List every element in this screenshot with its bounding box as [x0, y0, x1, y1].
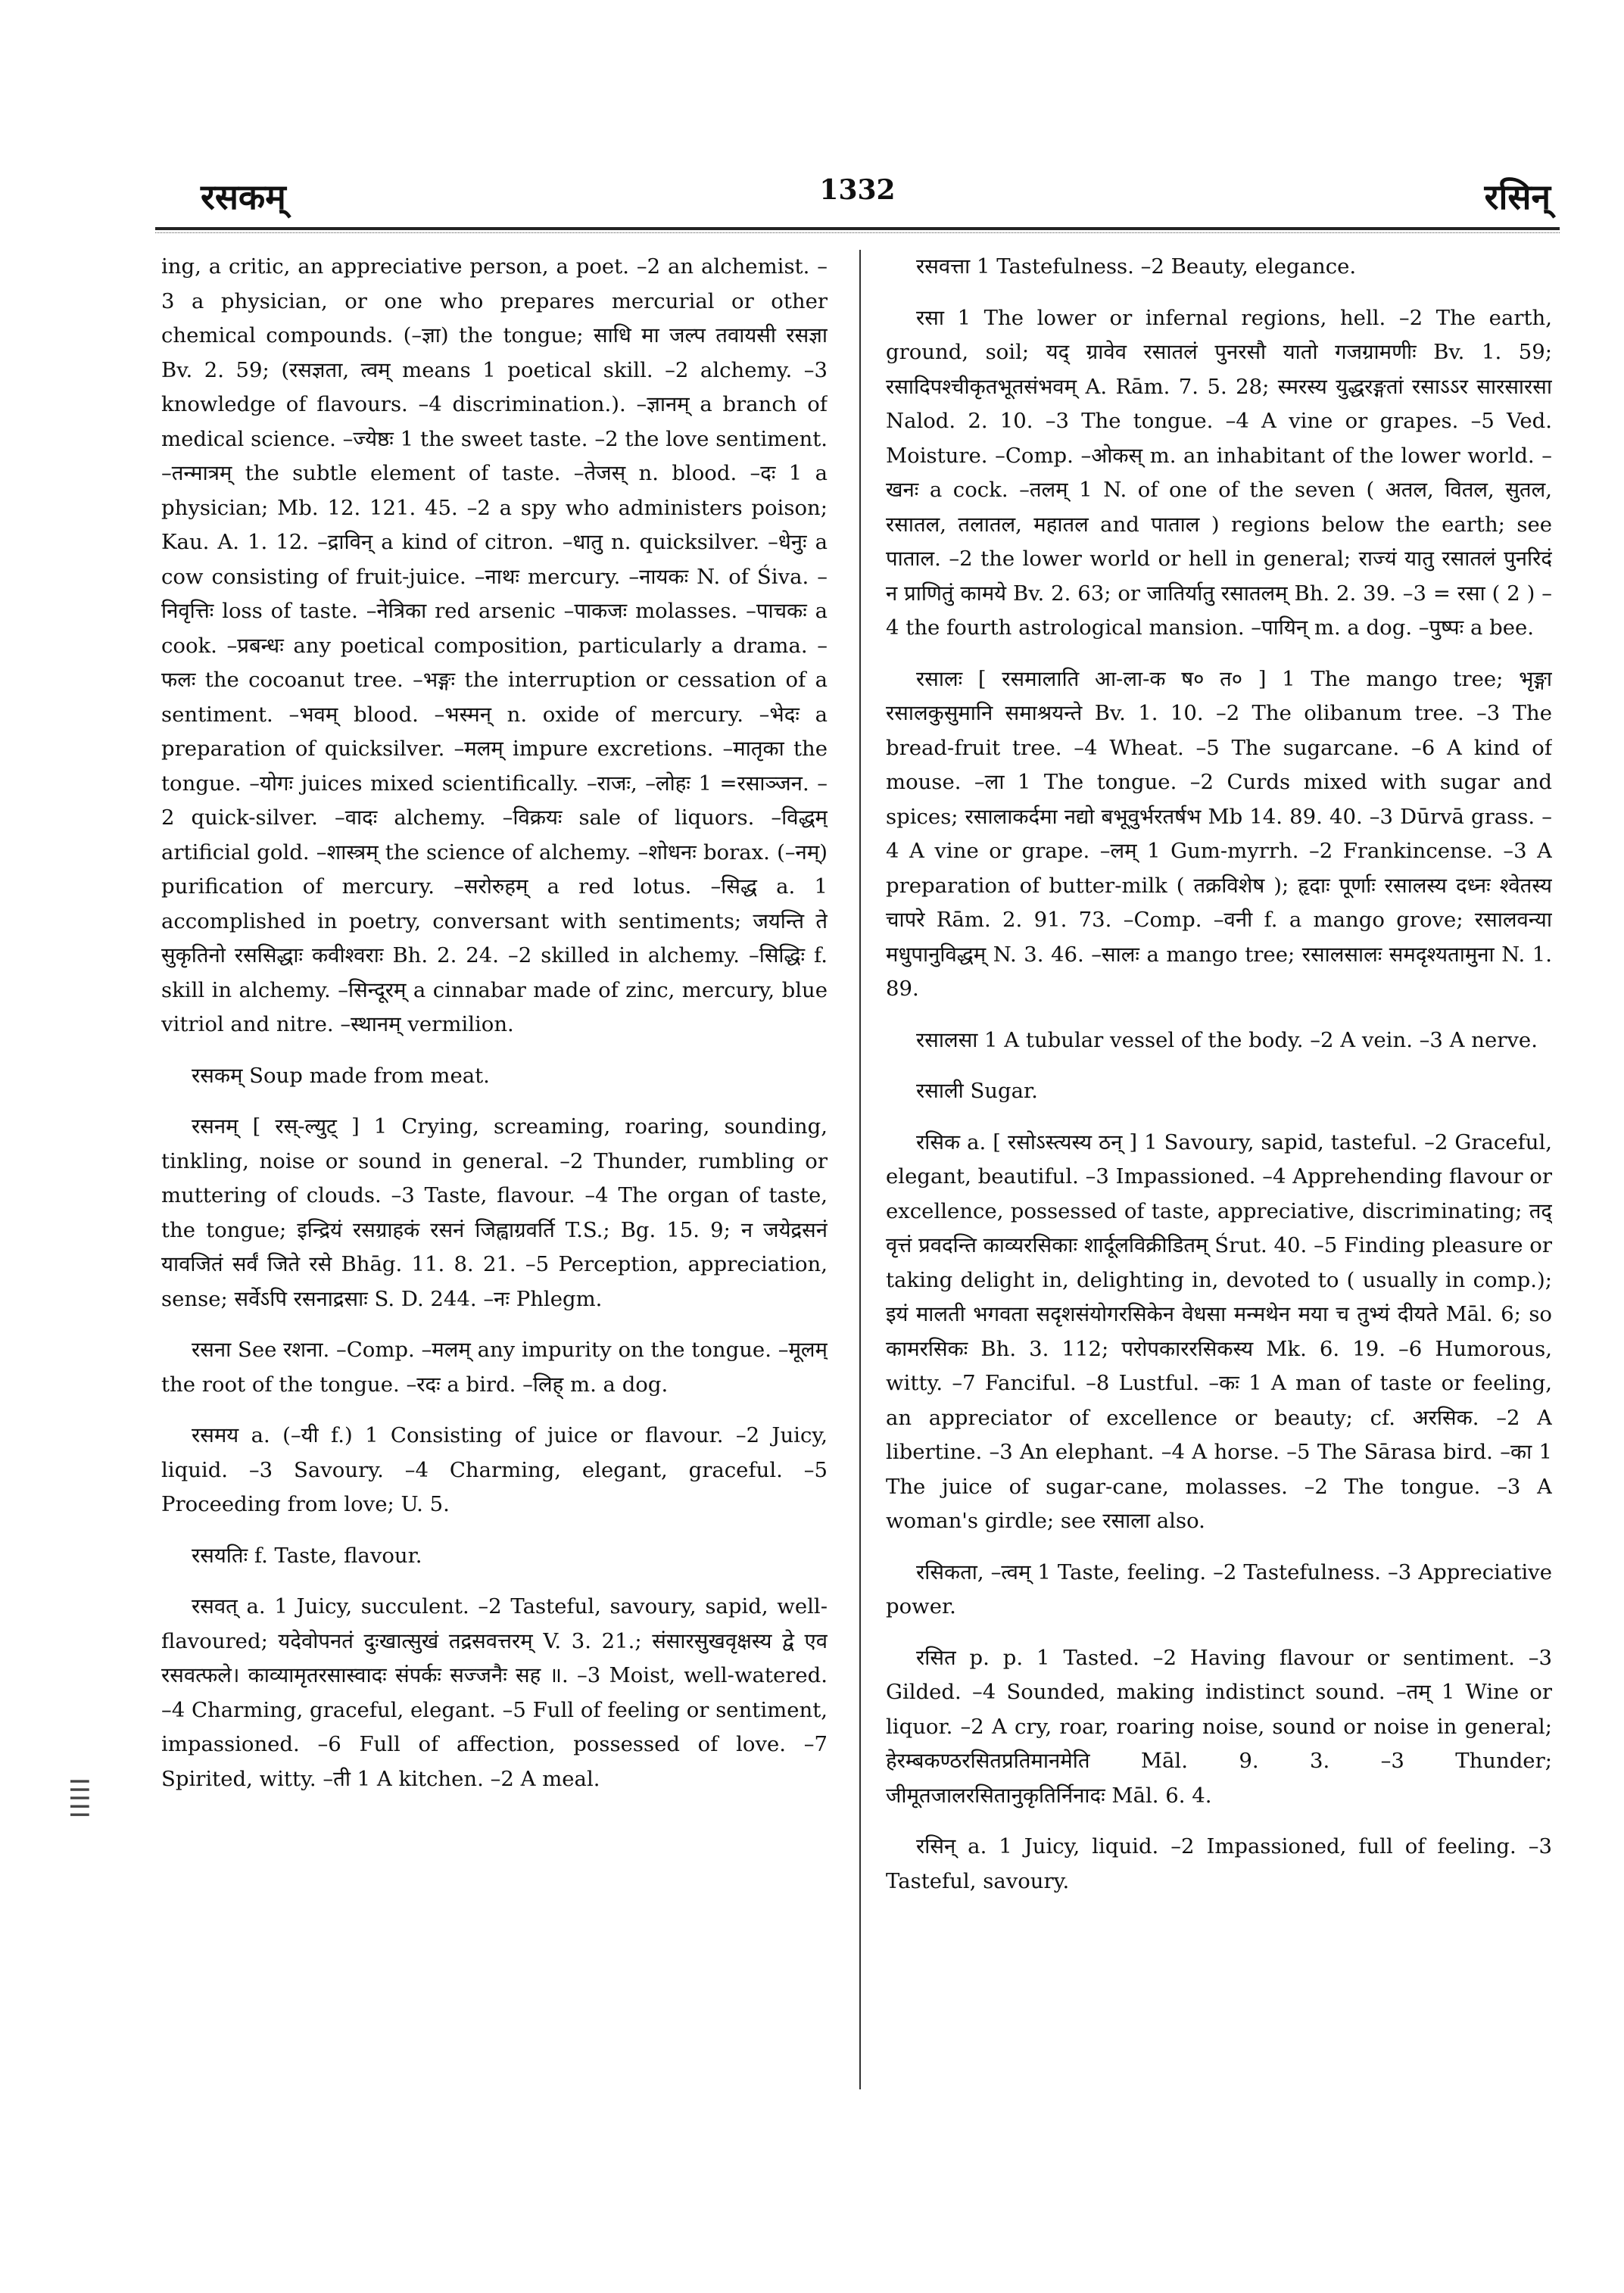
- margin-tally-mark: IIIII: [64, 1777, 94, 1820]
- right-running-headword: रसिन्: [1484, 176, 1551, 217]
- left-column: [161, 250, 828, 2082]
- column-divider: [859, 250, 861, 2089]
- entry-rasalah: रसालः [ रसमालाति आ-ला-क ष० त० ] 1 The mango tree; भृङ्गा रसालकुसुमानि समाश्रयन्ते Bv. 1. 10. –2 The olibanum tree. –3 The bread-fruit tree. –4 Wheat. –5 The sugarcane. –6 A kind of mouse. –ला 1 The tongue. –2 Curds mixed with sugar and spices; रसालाकर्दमा नद्यो बभूवुर्भरतर्षभ Mb 14. 89. 40. –3 Dūrvā grass. –4 A vine or grape. –लम् 1 Gum-myrrh. –2 Frankincense. –3 A preparation of butter-milk ( तक्रविशेष ); हृदाः पूर्णाः रसालस्य दध्नः श्वेतस्य चापरे Rām. 2. 91. 73. –Comp. –वनी f. a mango grove; रसालवन्या मधुपानुविद्धम् N. 3. 46. –सालः a mango tree; रसालसालः समदृश्यतामुना N. 1. 89.: [886, 666, 1552, 1001]
- entry-rasika: रसिक a. [ रसोऽस्त्यस्य ठन् ] 1 Savoury, sapid, tasteful. –2 Graceful, elegant, beautiful. –3 Impassioned. –4 Apprehending flavour or excellence, possessed of taste, appreciative, discriminating; तद् वृत्तं प्रवदन्ति काव्यरसिकाः शार्दूलविक्रीडितम् Śrut. 40. –5 Finding pleasure or taking delight in, delighting in, devoted to ( usually in comp.); इयं मालती भगवता सदृशसंयोगरसिकेन वेधसा मन्मथेन मया च तुभ्यं दीयते Māl. 6; so कामरसिकः Bh. 3. 112; परोपकाररसिकस्य Mk. 6. 19. –6 Humorous, witty. –7 Fanciful. –8 Lustful. –कः 1 A man of taste or feeling, an appreciator of excellence or beauty; cf. अरसिक. –2 A libertine. –3 An elephant. –4 A horse. –5 The Sārasa bird. –का 1 The juice of sugar-cane, molasses. –2 The tongue. –3 A woman's girdle; see रसाला also.: [886, 1129, 1552, 1533]
- entry-rasin: रसिन् a. 1 Juicy, liquid. –2 Impassioned, full of feeling. –3 Tasteful, savoury.: [886, 1834, 1552, 1893]
- entry-rasalasa: रसालसा 1 A tubular vessel of the body. –2 A vein. –3 A nerve.: [916, 1027, 1538, 1052]
- page-number: 1332: [819, 174, 896, 206]
- entry-rasakam: रसकम् Soup made from meat.: [192, 1063, 490, 1088]
- entry-rasanam: रसनम् [ रस्-ल्युट् ] 1 Crying, screaming, roaring, sounding, tinkling, noise or sound in general. –2 Thunder, rumbling or muttering of clouds. –3 Taste, flavour. –4 The organ of taste, the tongue; इन्द्रियं रसग्राहकं रसनं जिह्वाग्रवर्ति T.S.; Bg. 15. 9; न जयेद्रसनं यावजितं सर्वं जिते रसे Bhāg. 11. 8. 21. –5 Perception, appreciation, sense; सर्वेऽपि रसनाद्रसाः S. D. 244. –नः Phlegm.: [161, 1114, 828, 1311]
- entry-rasa: रसा 1 The lower or infernal regions, hell. –2 The earth, ground, soil; यद् ग्रावेव रसातलं पुनरसौ यातो गजग्रामणीः Bv. 1. 59; रसादिपश्चीकृतभूतसंभवम् A. Rām. 7. 5. 28; स्मरस्य युद्धरङ्गतां रसाऽऽर सारसारसा Nalod. 2. 10. –3 The tongue. –4 A vine or grapes. –5 Ved. Moisture. –Comp. –ओकस् m. an inhabitant of the lower world. –खनः a cock. –तलम् 1 N. of one of the seven ( अतल, वितल, सुतल, रसातल, तलातल, महातल and पाताल ) regions below the earth; see पाताल. –2 the lower world or hell in general; राज्यं यातु रसातलं पुनरिदं न प्राणितुं कामये Bv. 2. 63; or जातिर्यातु रसातलम् Bh. 2. 39. –3 = रसा ( 2 ) –4 the fourth astrological mansion. –पायिन् m. a dog. –पुष्पः a bee.: [886, 305, 1552, 640]
- header-rule: [155, 227, 1560, 233]
- entry-rasali: रसाली Sugar.: [916, 1079, 1038, 1103]
- entry-rasamaya: रसमय a. (–यी f.) 1 Consisting of juice or flavour. –2 Juicy, liquid. –3 Savoury. –4 Charming, elegant, graceful. –5 Proceeding from love; U. 5.: [161, 1423, 828, 1516]
- page-header: [155, 165, 1560, 226]
- entry-rasayatih: रसयतिः f. Taste, flavour.: [192, 1543, 422, 1568]
- entry-rasavat: रसवत् a. 1 Juicy, succulent. –2 Tasteful, savoury, sapid, well-flavoured; यदेवोपनतं दुःखात्सुखं तद्रसवत्तरम् V. 3. 21.; संसारसुखवृक्षस्य द्वे एव रसवत्फले। काव्यामृतरसास्वादः संपर्कः सज्जनैः सह ॥. –3 Moist, well-watered. –4 Charming, graceful, elegant. –5 Full of feeling or sentiment, impassioned. –6 Full of affection, possessed of love. –7 Spirited, witty. –ती 1 A kitchen. –2 A meal.: [161, 1594, 828, 1791]
- entry-rasa-compounds-continued: ing, a critic, an appreciative person, a poet. –2 an alchemist. –3 a physician, or one who prepares mercurial or other chemical compounds. (–ज्ञा) the tongue; साधि मा जल्प तवायसी रसज्ञा Bv. 2. 59; (रसज्ञता, त्वम् means 1 poetical skill. –2 alchemy. –3 knowledge of flavours. –4 discrimination.). –ज्ञानम् a branch of medical science. –ज्येष्ठः 1 the sweet taste. –2 the love sentiment. –तन्मात्रम् the subtle element of taste. –तेजस् n. blood. –दः 1 a physician; Mb. 12. 121. 45. –2 a spy who administers poison; Kau. A. 1. 12. –द्राविन् a kind of citron. –धातु n. quicksilver. –धेनुः a cow consisting of fruit-juice. –नाथः mercury. –नायकः N. of Śiva. –निवृत्तिः loss of taste. –नेत्रिका red arsenic –पाकजः molasses. –पाचकः a cook. –प्रबन्धः any poetical composition, particularly a drama. –फलः the cocoanut tree. –भङ्गः the interruption or cessation of a sentiment. –भवम् blood. –भस्मन् n. oxide of mercury. –भेदः a preparation of quicksilver. –मलम् impure excretions. –मातृका the tongue. –योगः juices mixed scientifically. –राजः, –लोहः 1 =रसाञ्जन. –2 quick-silver. –वादः alchemy. –विक्रयः sale of liquors. –विद्धम् artificial gold. –शास्त्रम् the science of alchemy. –शोधनः borax. (–नम्) purification of mercury. –सरोरुहम् a red lotus. –सिद्ध a. 1 accomplished in poetry, conversant with sentiments; जयन्ति ते सुकृतिनो रससिद्धाः कवीश्वराः Bh. 2. 24. –2 skilled in alchemy. –सिद्धिः f. skill in alchemy. –सिन्दूरम् a cinnabar made of zinc, mercury, blue vitriol and nitre. –स्थानम् vermilion.: [161, 254, 828, 1036]
- entry-rasita: रसित p. p. 1 Tasted. –2 Having flavour or sentiment. –3 Gilded. –4 Sounded, making indistinct sound. –तम् 1 Wine or liquor. –2 A cry, roar, roaring noise, sound or noise in general; हेरम्बकण्ठरसितप्रतिमानमेति Māl. 9. 3. –3 Thunder; जीमूतजालरसितानुकृतिर्निनादः Māl. 6. 4.: [886, 1645, 1552, 1808]
- right-column: [886, 250, 1552, 2082]
- entry-rasana: रसना See रशना. –Comp. –मलम् any impurity on the tongue. –मूलम् the root of the tongue. –रदः a bird. –लिह् m. a dog.: [161, 1338, 828, 1397]
- entry-rasikata: रसिकता, –त्वम् 1 Taste, feeling. –2 Tastefulness. –3 Appreciative power.: [886, 1559, 1552, 1618]
- entry-rasavatta: रसवत्ता 1 Tastefulness. –2 Beauty, elegance.: [916, 254, 1357, 279]
- left-running-headword: रसकम्: [201, 176, 286, 217]
